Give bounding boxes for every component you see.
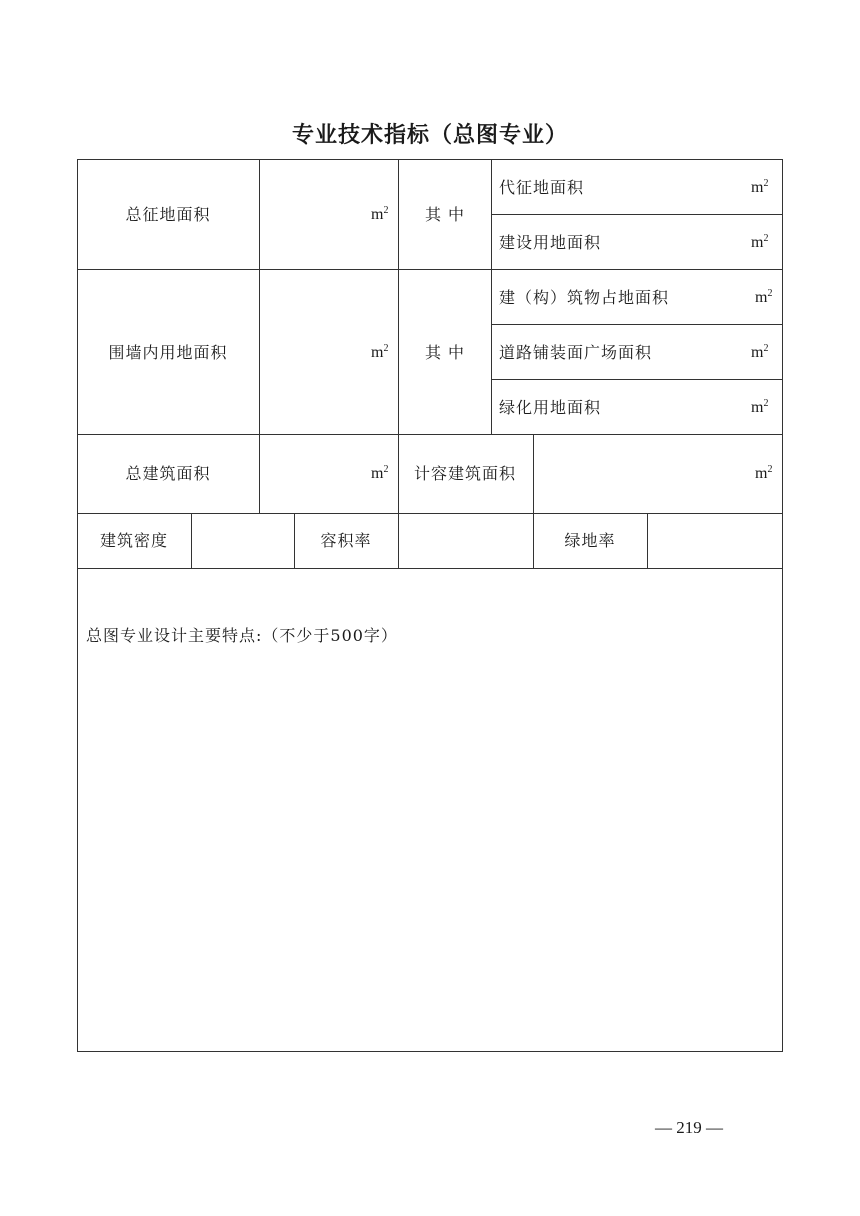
total-floor-area-label: 总建筑面积 [125, 464, 211, 483]
border-left [77, 159, 78, 1052]
row1-sub-header: 其 中 [424, 205, 466, 224]
col-divider-g [647, 513, 648, 568]
indicator-form [77, 159, 783, 1052]
far-floor-area-label: 计容建筑面积 [413, 464, 517, 483]
row-divider-4 [77, 568, 783, 569]
col-divider-c [491, 159, 492, 434]
row-divider-3 [77, 513, 783, 514]
substitute-land-area-label: 代征地面积 [499, 178, 585, 197]
row2-sub-header: 其 中 [424, 343, 466, 362]
unit-green-land-area: $m^2$ [751, 398, 769, 416]
col-divider-a [259, 159, 260, 513]
sub-divider-1 [491, 214, 783, 215]
building-density-label: 建筑密度 [99, 531, 169, 550]
row-divider-2 [77, 434, 783, 435]
border-bottom [77, 1051, 783, 1052]
col-divider-f [294, 513, 295, 568]
building-footprint-label: 建（构）筑物占地面积 [499, 288, 670, 307]
border-top [77, 159, 783, 160]
unit-construction-land-area: $m^2$ [751, 233, 769, 251]
unit-road-plaza-area: $m^2$ [751, 343, 769, 361]
sub-divider-3 [491, 379, 783, 380]
unit-far-floor-area: $m^2$ [755, 464, 773, 482]
unit-enclosed-land-area: $m^2$ [371, 343, 389, 361]
unit-building-footprint: $m^2$ [755, 288, 773, 306]
unit-substitute-land-area: $m^2$ [751, 178, 769, 196]
border-right [782, 159, 783, 1052]
construction-land-area-label: 建设用地面积 [499, 233, 602, 252]
road-plaza-area-label: 道路铺装面广场面积 [499, 343, 653, 362]
col-divider-e [191, 513, 192, 568]
enclosed-land-area-label: 围墙内用地面积 [108, 343, 228, 362]
green-land-area-label: 绿化用地面积 [499, 398, 602, 417]
green-ratio-label: 绿地率 [564, 531, 616, 550]
unit-total-land-area: $m^2$ [371, 205, 389, 223]
sub-divider-2 [491, 324, 783, 325]
unit-total-floor-area: $m^2$ [371, 464, 389, 482]
page-title: 专业技术指标（总图专业） [291, 123, 568, 148]
col-divider-b [398, 159, 399, 568]
page-number: — 219 — [655, 1118, 723, 1137]
col-divider-d [533, 434, 534, 568]
row-divider-1 [77, 269, 783, 270]
design-features-label: 总图专业设计主要特点:（不少于500字） [86, 626, 398, 645]
plot-ratio-label: 容积率 [320, 531, 372, 550]
total-land-area-label: 总征地面积 [125, 205, 211, 224]
